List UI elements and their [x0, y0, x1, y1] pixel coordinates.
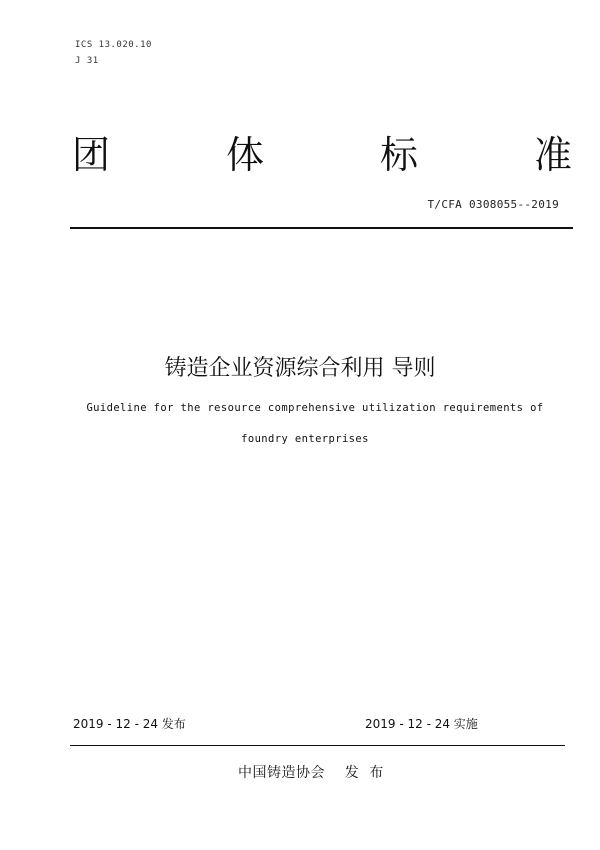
- publisher: 中国铸造协会 发 布: [238, 765, 384, 781]
- standard-number: T/CFA 0308055--2019: [427, 198, 559, 211]
- standard-type-char-3: 标: [379, 133, 418, 177]
- bottom-divider: [70, 745, 565, 746]
- standard-type-char-4: 准: [533, 133, 572, 177]
- title-chinese: 铸造企业资源综合利用 导则: [164, 356, 436, 381]
- title-english-line-1: Guideline for the resource comprehensive utilization requirements of: [86, 402, 544, 414]
- top-divider: [70, 227, 573, 229]
- ics-code: ICS 13.020.10: [75, 40, 152, 50]
- standard-type-char-1: 团: [72, 133, 111, 177]
- implementation-date: 2019 - 12 - 24 实施: [365, 717, 478, 731]
- title-english-line-2: foundry enterprises: [241, 433, 369, 445]
- standard-type-heading: [72, 133, 572, 177]
- standard-type-char-2: 体: [225, 133, 264, 177]
- issue-date: 2019 - 12 - 24 发布: [73, 717, 186, 731]
- ccs-code: J 31: [75, 56, 99, 66]
